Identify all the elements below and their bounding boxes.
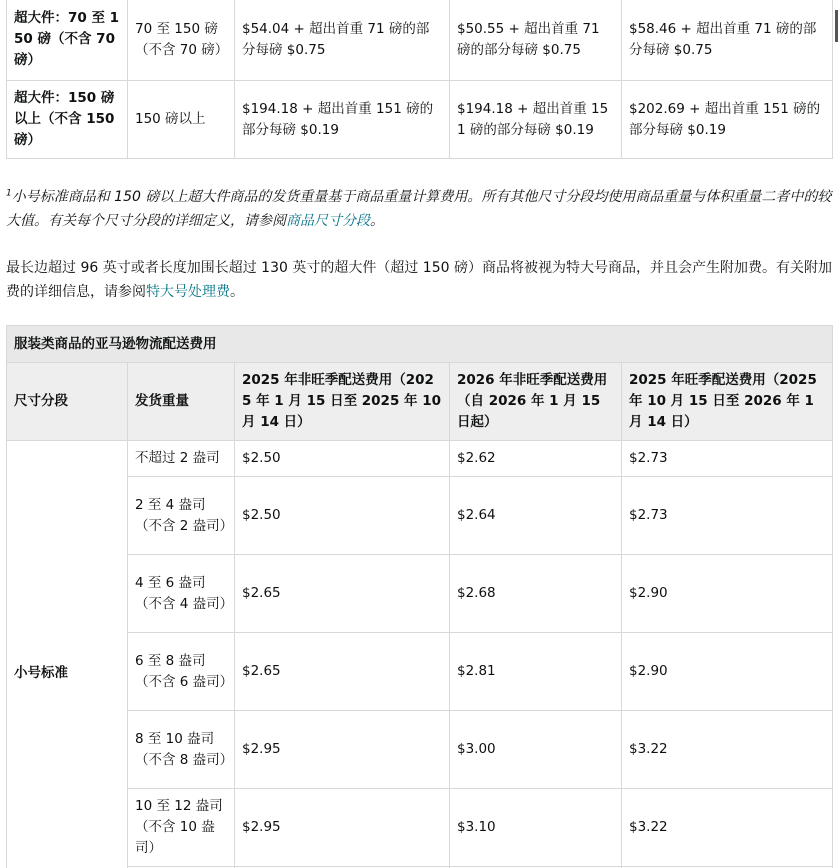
size-tier-cell: 超大件：70 至 150 磅（不含 70 磅） — [7, 0, 128, 81]
weight-cell: 150 磅以上 — [128, 81, 235, 159]
note-end: 。 — [230, 283, 244, 300]
fee-cell: $2.90 — [622, 555, 833, 633]
header-fee-2026-offpeak: 2026 年非旺季配送费用（自 2026 年 1 月 15 日起） — [450, 363, 622, 441]
weight-cell: 4 至 6 盎司（不含 4 盎司） — [128, 555, 235, 633]
apparel-fee-table — [6, 325, 833, 868]
table-header-row — [7, 363, 833, 441]
header-weight: 发货重量 — [128, 363, 235, 441]
size-tier-link[interactable]: 商品尺寸分段 — [286, 212, 370, 229]
fee-cell: $2.73 — [622, 477, 833, 555]
fee-cell: $2.81 — [450, 633, 622, 711]
weight-cell: 10 至 12 盎司（不含 10 盎司） — [128, 789, 235, 867]
fee-cell: $2.65 — [235, 633, 450, 711]
fee-cell: $2.95 — [235, 711, 450, 789]
table-row — [7, 441, 833, 477]
oversize-fee-table — [6, 0, 833, 159]
weight-cell: 不超过 2 盎司 — [128, 441, 235, 477]
fee-cell: $194.18 + 超出首重 151 磅的部分每磅 $0.19 — [450, 81, 622, 159]
fee-cell: $3.10 — [450, 789, 622, 867]
fee-cell: $54.04 + 超出首重 71 磅的部分每磅 $0.75 — [235, 0, 450, 81]
table-caption: 服装类商品的亚马逊物流配送费用 — [7, 326, 833, 363]
fee-cell: $3.22 — [622, 789, 833, 867]
table-row — [7, 477, 833, 555]
table-row — [7, 789, 833, 867]
size-tier-small-standard: 小号标准 — [7, 441, 128, 868]
fee-cell: $2.95 — [235, 789, 450, 867]
table-row — [7, 0, 833, 81]
fee-cell: $2.68 — [450, 555, 622, 633]
note-text: 最长边超过 96 英寸或者长度加围长超过 130 英寸的超大件（超过 150 磅）商品将被视为特大号商品，并且会产生附加费。有关附加费的详细信息，请参阅 — [6, 260, 832, 300]
header-fee-2025-peak: 2025 年旺季配送费用（2025 年 10 月 15 日至 2026 年 1 月 14 日） — [622, 363, 833, 441]
table-row — [7, 711, 833, 789]
weight-cell: 70 至 150 磅（不含 70 磅） — [128, 0, 235, 81]
footnote — [6, 186, 832, 233]
header-size-tier: 尺寸分段 — [7, 363, 128, 441]
fee-cell: $3.00 — [450, 711, 622, 789]
fee-cell: $50.55 + 超出首重 71 磅的部分每磅 $0.75 — [450, 0, 622, 81]
fee-cell: $2.64 — [450, 477, 622, 555]
footnote-marker: 1 — [6, 188, 12, 199]
table-row — [7, 633, 833, 711]
fee-cell: $3.22 — [622, 711, 833, 789]
fee-cell: $58.46 + 超出首重 71 磅的部分每磅 $0.75 — [622, 0, 833, 81]
fee-cell: $2.50 — [235, 477, 450, 555]
footnote-text: 小号标准商品和 150 磅以上超大件商品的发货重量基于商品重量计算费用。所有其他尺寸分段均使用商品重量与体积重量二者中的较大值。有关每个尺寸分段的详细定义，请参阅 — [6, 189, 832, 229]
oversize-note — [6, 257, 832, 304]
table-caption-row — [7, 326, 833, 363]
fee-cell: $194.18 + 超出首重 151 磅的部分每磅 $0.19 — [235, 81, 450, 159]
footnote-end: 。 — [370, 212, 384, 229]
weight-cell: 8 至 10 盎司（不含 8 盎司） — [128, 711, 235, 789]
fee-cell: $2.62 — [450, 441, 622, 477]
fee-cell: $2.50 — [235, 441, 450, 477]
fee-cell: $202.69 + 超出首重 151 磅的部分每磅 $0.19 — [622, 81, 833, 159]
table-row — [7, 555, 833, 633]
weight-cell: 6 至 8 盎司（不含 6 盎司） — [128, 633, 235, 711]
fee-cell: $2.73 — [622, 441, 833, 477]
header-fee-2025-offpeak: 2025 年非旺季配送费用（2025 年 1 月 15 日至 2025 年 10 月 14 日） — [235, 363, 450, 441]
table-row — [7, 81, 833, 159]
weight-cell: 2 至 4 盎司（不含 2 盎司） — [128, 477, 235, 555]
fee-cell: $2.90 — [622, 633, 833, 711]
size-tier-cell: 超大件：150 磅以上（不含 150 磅） — [7, 81, 128, 159]
extra-large-fee-link[interactable]: 特大号处理费 — [146, 283, 230, 300]
fee-cell: $2.65 — [235, 555, 450, 633]
